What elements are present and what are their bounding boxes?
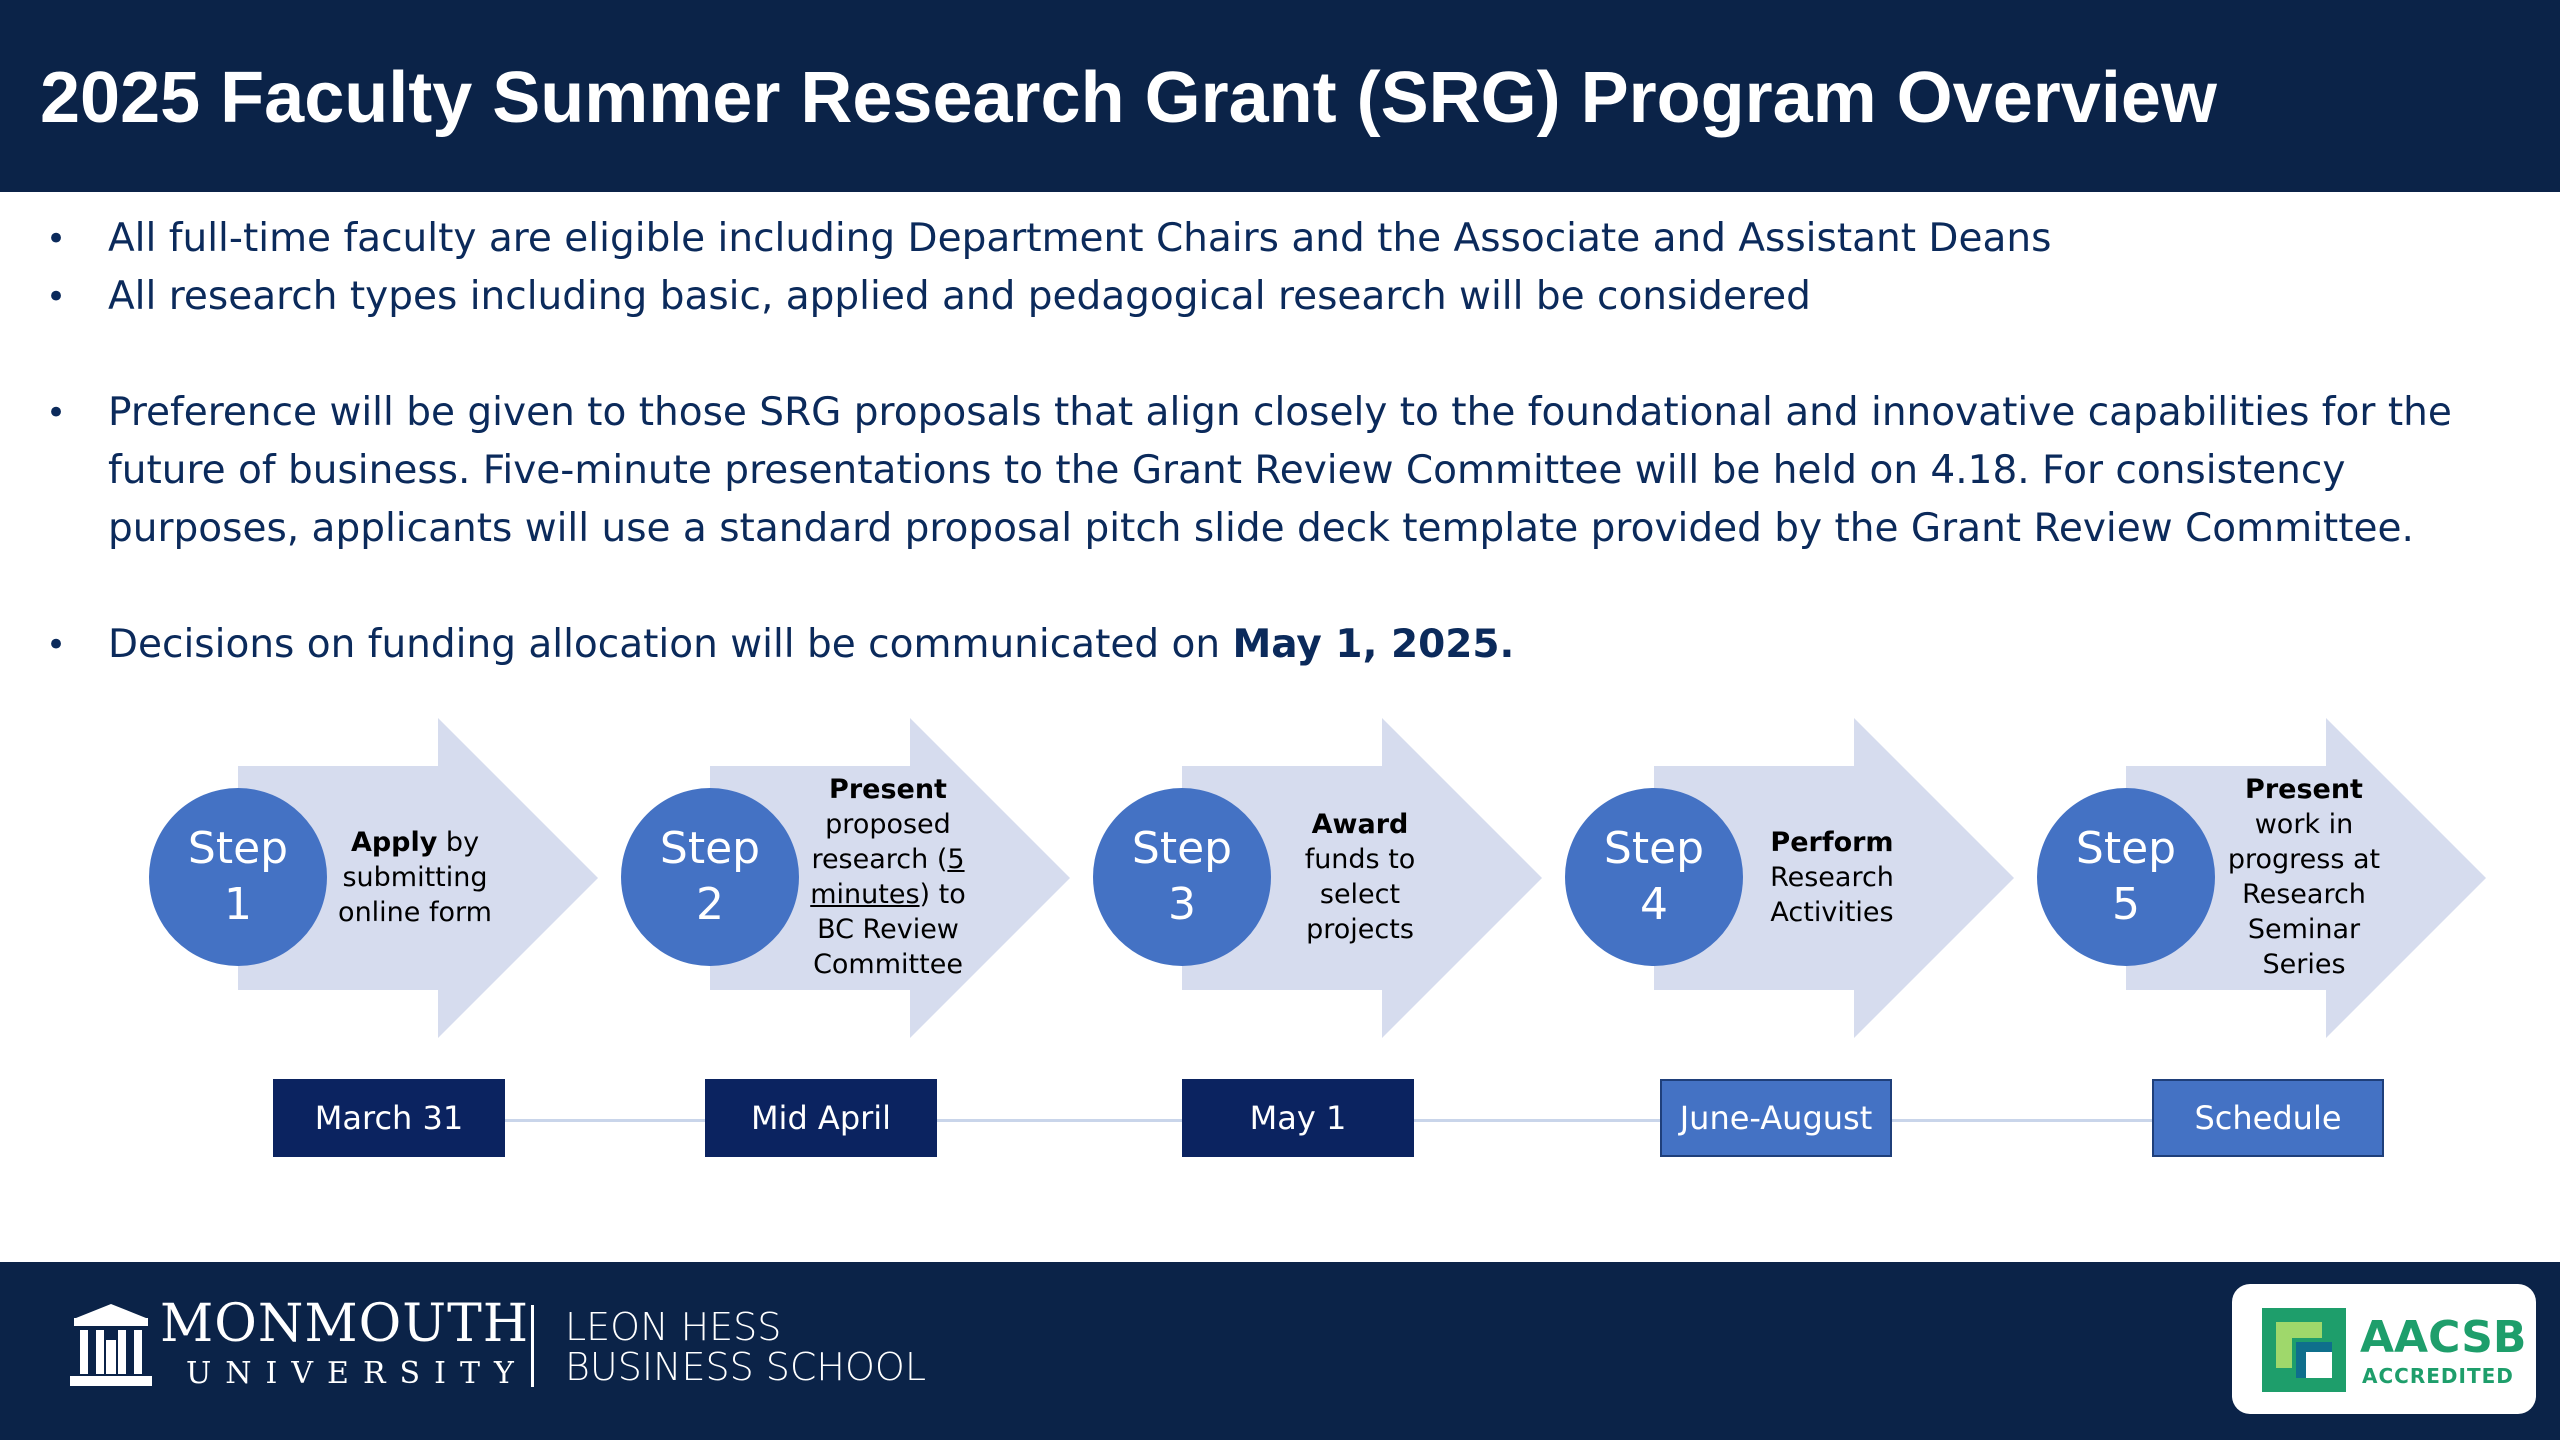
bullet-marker: • — [46, 277, 67, 317]
bullet-marker: • — [46, 219, 67, 259]
footer-divider — [531, 1305, 534, 1387]
step-2-circle — [621, 788, 799, 966]
step-1-word: Step — [187, 823, 289, 874]
step-5-word: Step — [2075, 823, 2177, 874]
step-2-word: Step — [659, 823, 761, 874]
school-name-line-1: LEON HESS — [565, 1305, 782, 1349]
step-3-word: Step — [1131, 823, 1233, 874]
university-subtitle: UNIVERSITY — [186, 1356, 528, 1391]
bullet-text: All full-time faculty are eligible including Department Chairs and the Associate and Assistant Deans — [108, 216, 2052, 261]
step-3-bold-word: Award — [1311, 809, 1409, 840]
aacsb-badge — [2232, 1284, 2536, 1414]
bullet-text: Preference will be given to those SRG proposals that align closely to the foundational and innovative capabilities for the future of business. Five-minute presentations to the Grant Review Committee will be held on 4.18. For consistency purposes, applicants will use a standard proposal pitch slide deck template provided by the Grant Review Committee. — [108, 390, 2452, 551]
step-5-number: 5 — [2112, 879, 2140, 930]
step-4-number: 4 — [1640, 879, 1668, 930]
step-3-number: 3 — [1168, 879, 1196, 930]
bullet-preference — [0, 384, 2560, 558]
step-4-rest: Research Activities — [1770, 862, 1894, 928]
step-5-description — [2219, 772, 2389, 982]
decision-date: May 1, 2025. — [1232, 622, 1515, 667]
date-mid-april: Mid April — [705, 1079, 937, 1157]
step-5-rest: work in progress at Research Seminar Series — [2227, 809, 2381, 980]
step-1-number: 1 — [224, 879, 252, 930]
date-schedule: Schedule — [2152, 1079, 2384, 1157]
title-bar — [0, 0, 2560, 192]
bullet-marker: • — [46, 625, 67, 665]
date-june-august: June-August — [1660, 1079, 1892, 1157]
step-2-description — [803, 772, 973, 982]
step-2-number: 2 — [696, 879, 724, 930]
step-3-description — [1275, 807, 1445, 947]
step-2-text-a: proposed research ( — [811, 809, 951, 875]
step-3-circle — [1093, 788, 1271, 966]
step-3-rest: funds to select projects — [1304, 844, 1416, 945]
bullet-text: All research types including basic, applied and pedagogical research will be considered — [108, 274, 1811, 319]
step-4-word: Step — [1603, 823, 1705, 874]
bullet-marker: • — [46, 393, 67, 433]
university-building-icon — [66, 1300, 156, 1392]
step-2-bold-word: Present — [829, 774, 947, 805]
step-2-underlined: 5 minutes — [810, 844, 965, 910]
page-title: 2025 Faculty Summer Research Grant (SRG) Program Overview — [40, 58, 2217, 138]
bullet-text: Decisions on funding allocation will be communicated on — [108, 622, 1233, 667]
bullet-research-types — [0, 268, 2560, 326]
university-name: MONMOUTH — [160, 1294, 530, 1354]
date-march-31: March 31 — [273, 1079, 505, 1157]
aacsb-logo-icon — [2262, 1308, 2346, 1392]
aacsb-name: AACSB — [2360, 1312, 2527, 1363]
step-4-bold-word: Perform — [1770, 827, 1894, 858]
bullet-eligibility — [0, 210, 2560, 268]
school-name-line-2: BUSINESS SCHOOL — [565, 1345, 926, 1389]
bullet-list — [0, 210, 2560, 674]
aacsb-accredited: ACCREDITED — [2362, 1364, 2514, 1388]
bullet-decisions — [0, 616, 2560, 674]
step-1-rest: by submitting online form — [338, 827, 492, 928]
step-4-circle — [1565, 788, 1743, 966]
step-4-description — [1747, 825, 1917, 930]
step-1-bold-word: Apply — [350, 827, 438, 858]
date-may-1: May 1 — [1182, 1079, 1414, 1157]
step-1-description — [330, 825, 500, 930]
step-1-circle — [149, 788, 327, 966]
step-5-bold-word: Present — [2245, 774, 2363, 805]
step-2-text-b: ) to BC Review Committee — [813, 879, 966, 980]
step-5-circle — [2037, 788, 2215, 966]
